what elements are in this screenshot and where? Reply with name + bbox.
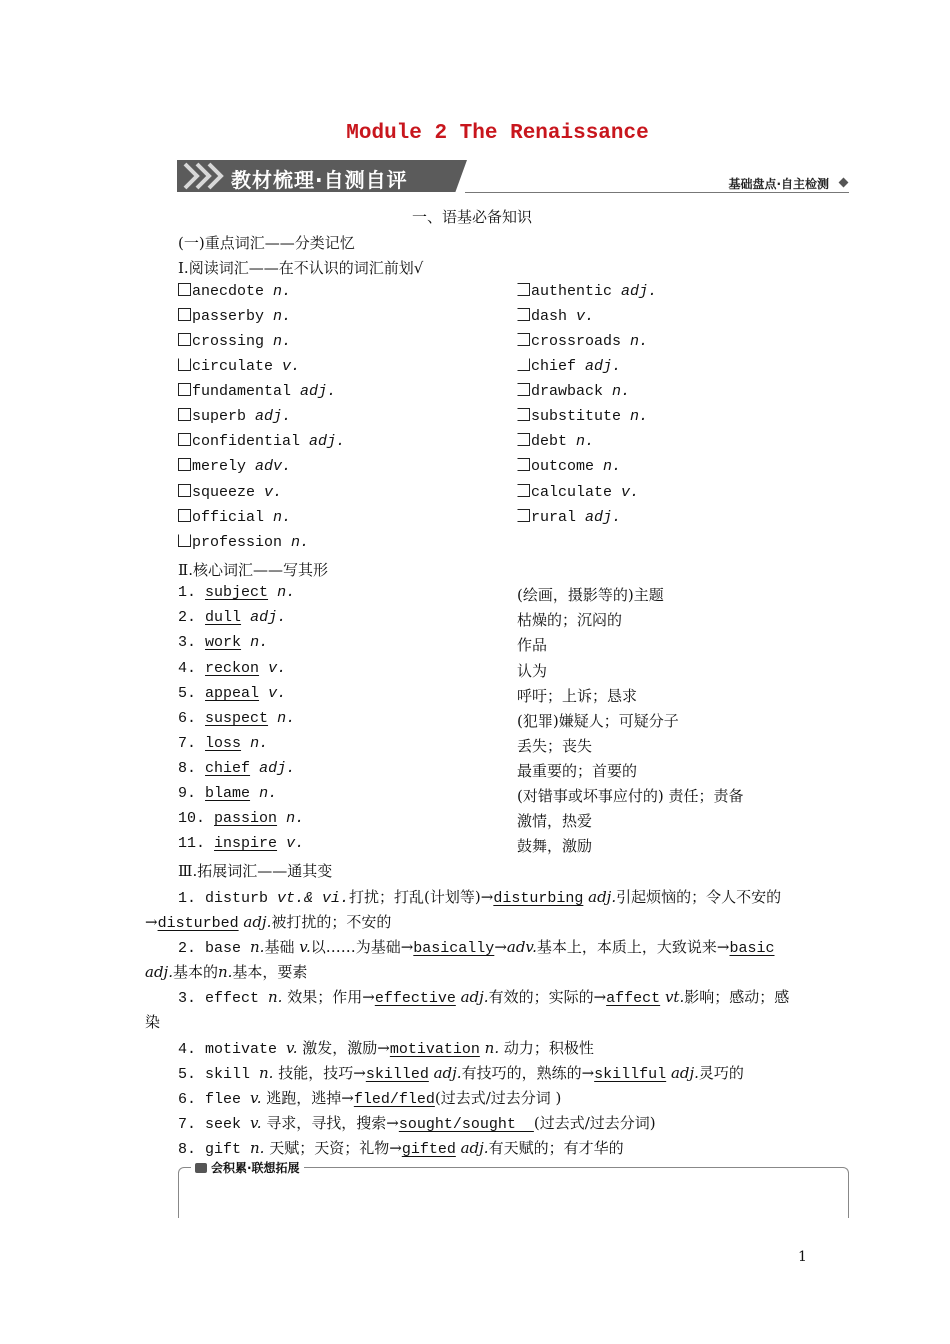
vocab-item: merely adv.	[178, 458, 291, 475]
checkbox[interactable]	[178, 333, 191, 346]
checkbox[interactable]	[517, 308, 530, 321]
core-word-item: 1. subject n.	[178, 584, 296, 601]
section-banner	[177, 160, 849, 194]
vocab-item: outcome n.	[517, 458, 621, 475]
core-word-meaning: 丢失；丧失	[517, 737, 593, 755]
derivation-item: 8. gift n. 天赋；天资；礼物→gifted adj.有天赋的；有才华的	[178, 1139, 624, 1158]
checkbox[interactable]	[178, 408, 191, 421]
page-title: Module 2 The Renaissance	[346, 122, 649, 145]
part3-heading: Ⅲ.拓展词汇——通其变	[178, 862, 333, 880]
core-word-item: 5. appeal v.	[178, 685, 287, 702]
vocab-item: passerby n.	[178, 308, 291, 325]
banner-subtitle: 基础盘点·自主检测	[728, 177, 829, 191]
checkbox[interactable]	[178, 458, 191, 471]
vocab-item: dash v.	[517, 308, 594, 325]
checkbox[interactable]	[517, 333, 530, 346]
core-word-meaning: 鼓舞，激励	[517, 837, 593, 855]
checkbox[interactable]	[178, 358, 191, 371]
checkbox[interactable]	[517, 358, 530, 371]
checkbox[interactable]	[517, 484, 530, 497]
core-word-meaning: 认为	[517, 662, 548, 680]
vocab-item: rural adj.	[517, 509, 621, 526]
section-heading: 一、语基必备知识	[412, 208, 533, 226]
vocab-item: crossing n.	[178, 333, 291, 350]
checkbox[interactable]	[517, 509, 530, 522]
core-word-item: 3. work n.	[178, 634, 269, 651]
core-word-item: 9. blame n.	[178, 785, 278, 802]
checkbox[interactable]	[178, 283, 191, 296]
derivation-item: 7. seek v. 寻求，寻找，搜索→sought/sought (过去式/过去分词)	[178, 1114, 656, 1133]
vocab-item: confidential adj.	[178, 433, 345, 450]
core-word-item: 10. passion n.	[178, 810, 305, 827]
checkbox[interactable]	[178, 433, 191, 446]
derivation-item: 1. disturb vt.& vi.打扰；打乱(计划等)→disturbing adj.引起烦恼的；令人不安的	[178, 888, 782, 907]
derivation-item: 4. motivate v. 激发，激励→motivation n. 动力；积极性	[178, 1039, 594, 1058]
subsection-heading: (一)重点词汇——分类记忆	[178, 234, 355, 252]
checkbox[interactable]	[178, 383, 191, 396]
vocab-item: superb adj.	[178, 408, 291, 425]
core-word-item: 11. inspire v.	[178, 835, 305, 852]
core-word-item: 2. dull adj.	[178, 609, 287, 626]
derivation-item: 2. base n.基础 v.以……为基础→basically→adv.基本上，本质上，大致说来→basic	[178, 938, 775, 957]
vocab-item: profession n.	[178, 534, 309, 551]
derivation-item: 3. effect n. 效果；作用→effective adj.有效的；实际的→affect vt.影响；感动；感	[178, 988, 790, 1007]
checkbox[interactable]	[178, 534, 191, 547]
vocab-item: squeeze v.	[178, 484, 282, 501]
box-label: 会积累·联想拓展	[191, 1159, 304, 1176]
banner-title: 教材梳理·自测自评	[231, 168, 408, 192]
vocab-item: debt n.	[517, 433, 594, 450]
core-word-item: 6. suspect n.	[178, 710, 296, 727]
vocab-item: official n.	[178, 509, 291, 526]
vocab-item: calculate v.	[517, 484, 639, 501]
checkbox[interactable]	[517, 383, 530, 396]
core-word-meaning: (绘画，摄影等的)主题	[517, 586, 664, 604]
derivation-item-cont: →disturbed adj.被打扰的；不安的	[145, 913, 392, 932]
checkbox[interactable]	[178, 509, 191, 522]
part1-heading: Ⅰ.阅读词汇——在不认识的词汇前划√	[178, 259, 424, 277]
derivation-item: 6. flee v. 逃跑，逃掉→fled/fled(过去式/过去分词 )	[178, 1089, 562, 1108]
core-word-meaning: 作品	[517, 636, 548, 654]
core-word-meaning: 枯燥的；沉闷的	[517, 611, 623, 629]
page-number: 1	[798, 1249, 807, 1265]
vocab-item: substitute n.	[517, 408, 648, 425]
core-word-meaning: 最重要的；首要的	[517, 762, 638, 780]
vocab-item: chief adj.	[517, 358, 621, 375]
checkbox[interactable]	[517, 458, 530, 471]
core-word-item: 4. reckon v.	[178, 660, 287, 677]
checkbox[interactable]	[517, 433, 530, 446]
vocab-item: authentic adj.	[517, 283, 657, 300]
checkbox[interactable]	[517, 408, 530, 421]
core-word-meaning: (犯罪)嫌疑人；可疑分子	[517, 712, 679, 730]
derivation-item: 5. skill n. 技能，技巧→skilled adj.有技巧的，熟练的→skillful adj.灵巧的	[178, 1064, 744, 1083]
core-word-meaning: (对错事或坏事应付的) 责任；责备	[517, 787, 744, 805]
derivation-item-cont: 染	[145, 1013, 161, 1031]
diamond-icon	[839, 178, 849, 188]
vocab-item: drawback n.	[517, 383, 630, 400]
banner-rule	[465, 192, 849, 193]
vocab-item: anecdote n.	[178, 283, 291, 300]
core-word-meaning: 呼吁；上诉；恳求	[517, 687, 638, 705]
core-word-item: 7. loss n.	[178, 735, 269, 752]
chevron-arrows-icon	[181, 162, 225, 190]
part2-heading: Ⅱ.核心词汇——写其形	[178, 561, 328, 579]
checkbox[interactable]	[178, 308, 191, 321]
derivation-item-cont: adj.基本的n.基本，要素	[145, 963, 308, 981]
accumulation-box	[178, 1161, 849, 1218]
checkbox[interactable]	[178, 484, 191, 497]
vocab-item: circulate v.	[178, 358, 300, 375]
checkbox[interactable]	[517, 283, 530, 296]
core-word-item: 8. chief adj.	[178, 760, 296, 777]
notes-icon	[195, 1163, 207, 1173]
vocab-item: crossroads n.	[517, 333, 648, 350]
vocab-item: fundamental adj.	[178, 383, 336, 400]
core-word-meaning: 激情，热爱	[517, 812, 593, 830]
